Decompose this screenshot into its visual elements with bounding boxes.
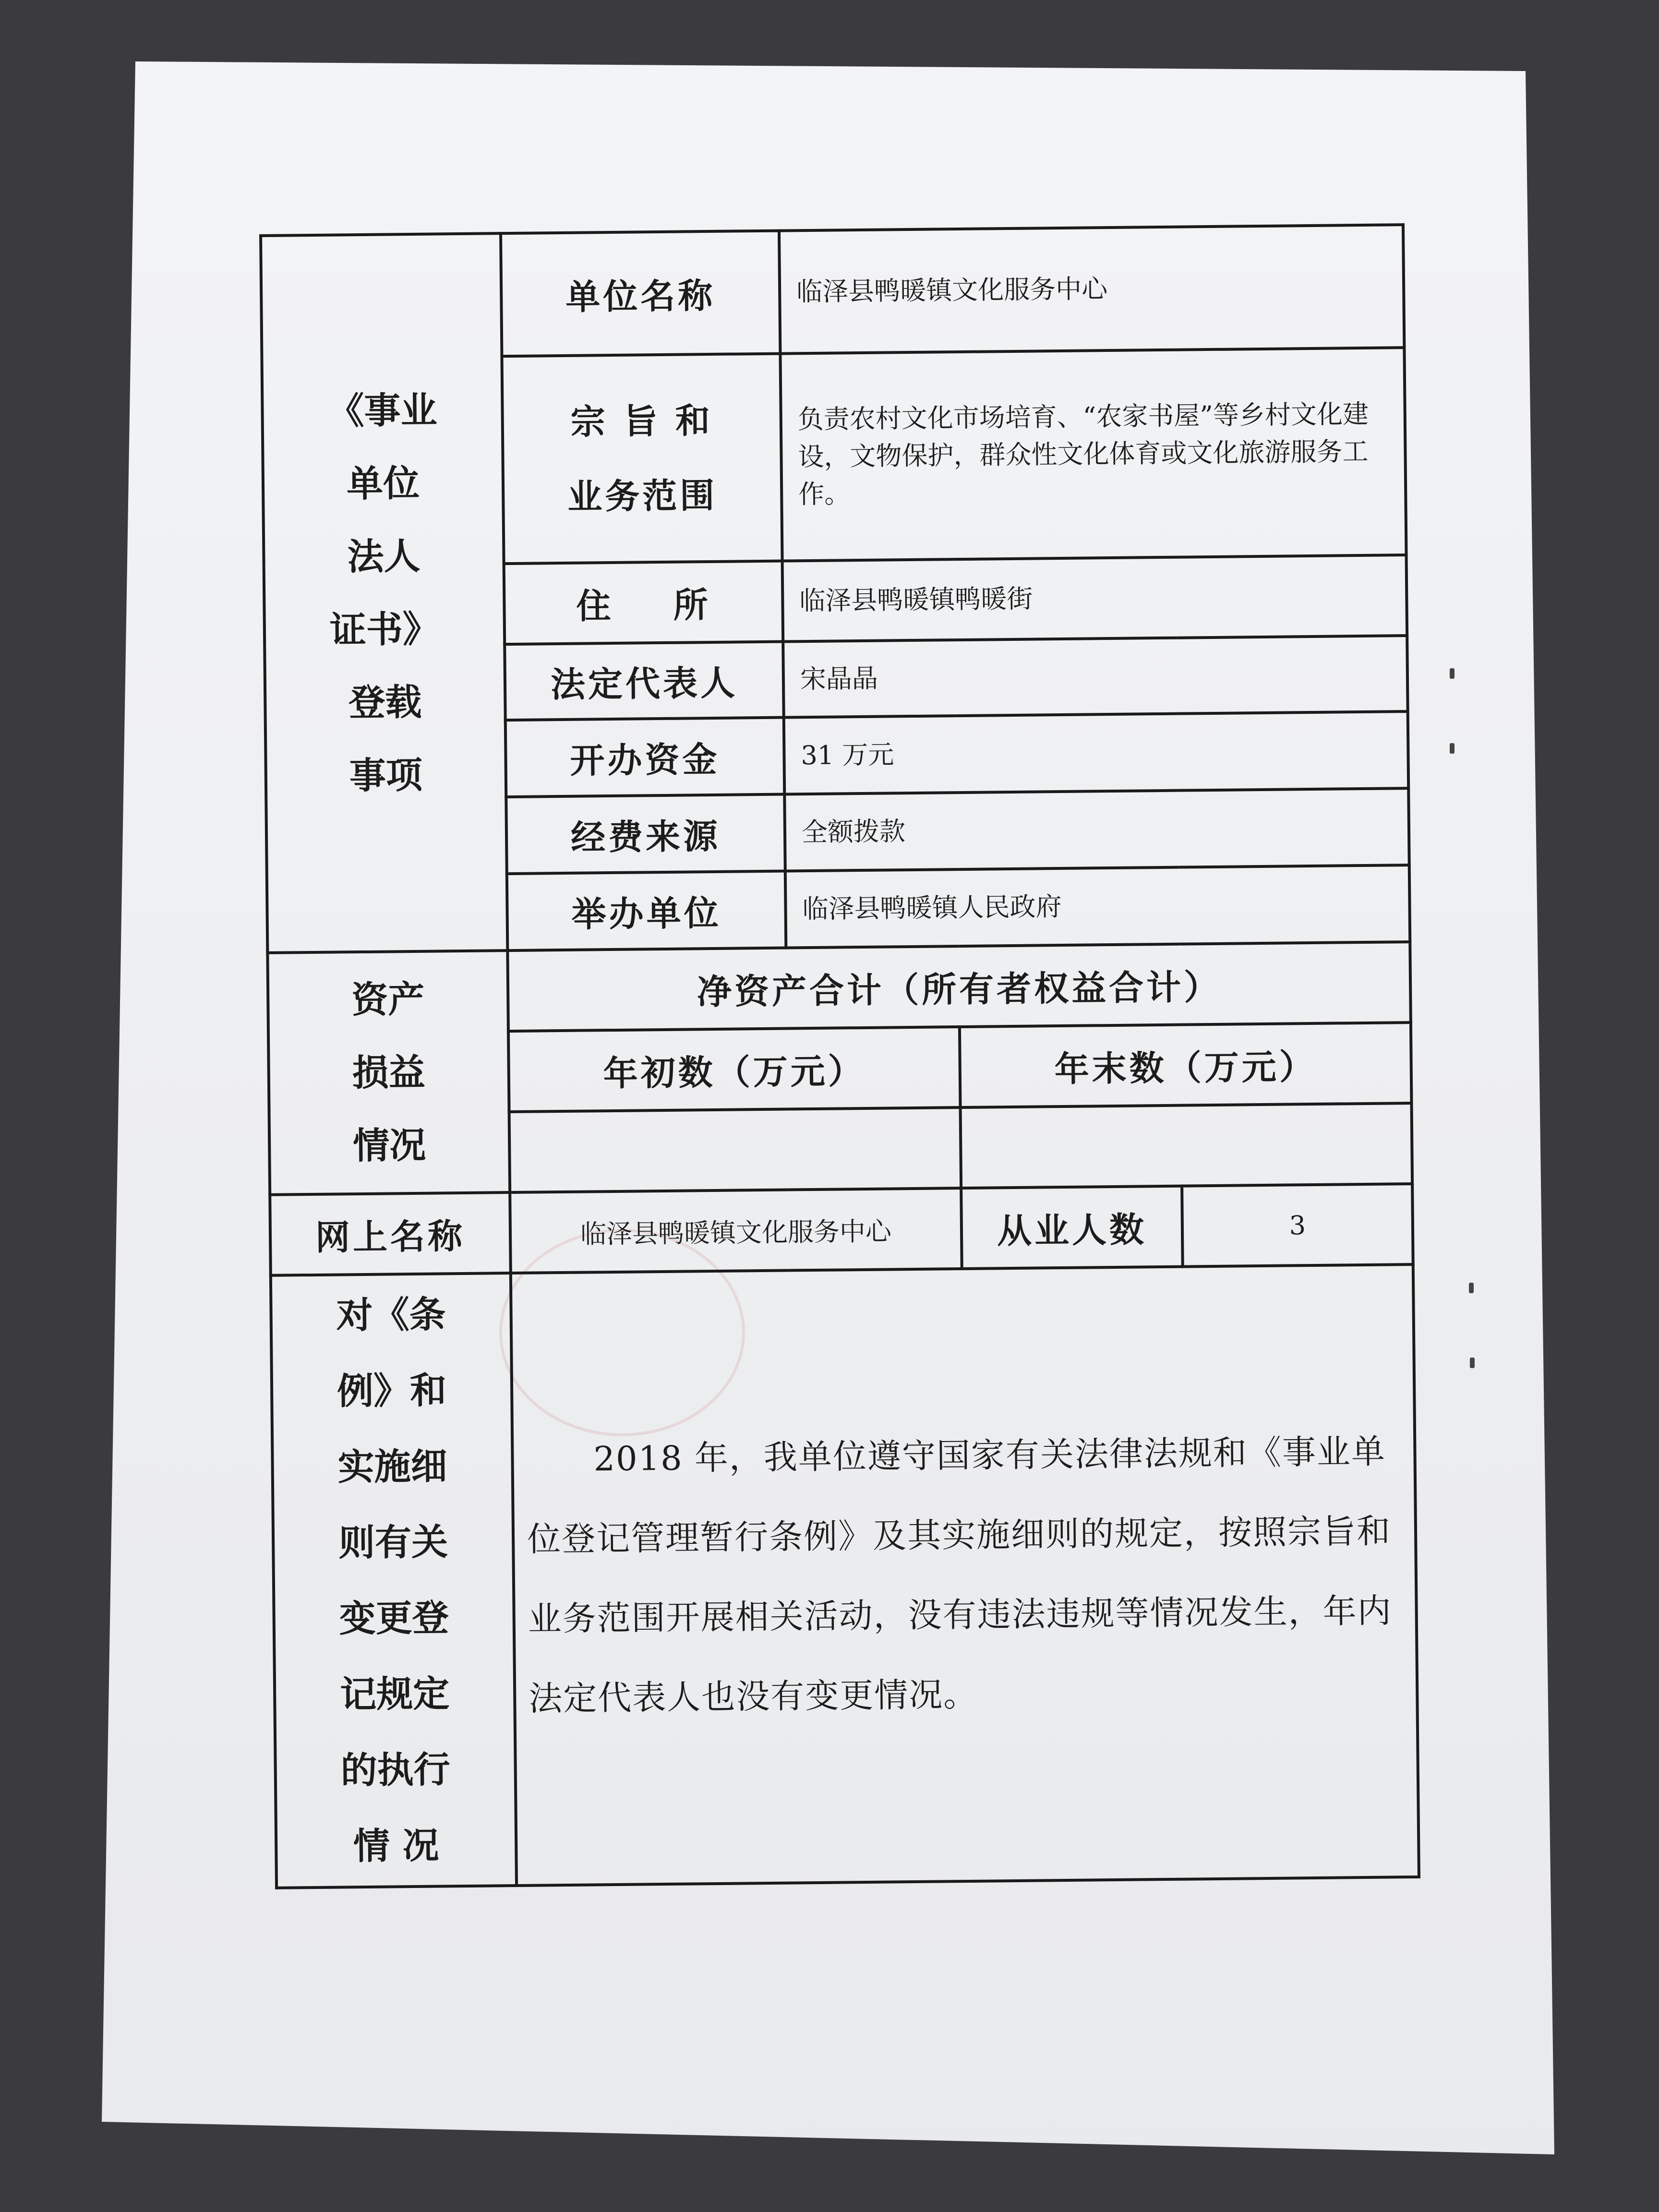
startup-capital-value: 31 万元 (784, 711, 1408, 794)
section-label-line: 《事业 (327, 388, 437, 433)
section-label-line: 实施细 (337, 1444, 448, 1489)
label-line: 宗 旨 和 (570, 399, 713, 442)
funding-source-value: 全额拨款 (784, 788, 1409, 871)
section-label-line: 单位 (346, 461, 420, 505)
form-table (259, 223, 1420, 1889)
row-net-assets-header (267, 942, 1411, 1034)
section-label-line: 对《条 (336, 1293, 446, 1337)
punch-hole (1469, 1283, 1474, 1293)
section-label-line: 登载 (348, 680, 422, 724)
year-begin-value (509, 1107, 962, 1192)
staff-count-label: 从业人数 (961, 1186, 1183, 1269)
annual-report-form (259, 223, 1420, 1889)
section-label-line: 记规定 (339, 1672, 450, 1716)
staff-count-value: 3 (1182, 1184, 1413, 1267)
certificate-items-section-label (261, 233, 507, 953)
section-label-line: 例》和 (337, 1369, 447, 1413)
legal-representative-label: 法定代表人 (505, 642, 783, 721)
purpose-scope-value: 负责农村文化市场培育、“农家书屋”等乡村文化建设，文物保护，群众性文化体育或文化旅游服务工作。 (780, 348, 1406, 561)
online-name-label: 网上名称 (270, 1192, 511, 1275)
sponsor-unit-value: 临泽县鸭暖镇人民政府 (785, 865, 1410, 948)
section-label-line: 损益 (352, 1050, 426, 1094)
section-label-line: 法人 (347, 534, 421, 578)
execution-statement: 2018 年，我单位遵守国家有关法律法规和《事业单位登记管理暂行条例》及其实施细则的规定，按照宗旨和业务范围开展相关活动，没有违法违规等情况发生，年内法定代表人也没有变更情况。 (511, 1264, 1419, 1886)
year-end-header: 年末数（万元） (960, 1022, 1412, 1107)
funding-source-label: 经费来源 (506, 794, 785, 874)
punch-hole (1450, 743, 1455, 754)
section-label-line: 的执行 (340, 1748, 451, 1792)
section-label-line: 情 况 (353, 1824, 439, 1868)
purpose-scope-label (502, 354, 782, 564)
section-label-line: 事项 (349, 753, 423, 797)
row-execution (271, 1264, 1419, 1888)
section-label-line: 情况 (352, 1123, 426, 1167)
online-name-value: 临泽县鸭暖镇文化服务中心 (510, 1188, 962, 1273)
unit-name-label: 单位名称 (501, 231, 780, 357)
year-begin-header: 年初数（万元） (508, 1027, 961, 1112)
address-value: 临泽县鸭暖镇鸭暖街 (782, 555, 1407, 641)
label-line: 业务范围 (567, 474, 718, 517)
year-end-value (961, 1103, 1413, 1188)
section-label-line: 则有关 (338, 1520, 448, 1564)
sponsor-unit-label: 举办单位 (507, 871, 786, 951)
execution-section-label (271, 1273, 517, 1888)
row-unit-name (261, 225, 1404, 359)
net-assets-header: 净资产合计（所有者权益合计） (507, 942, 1411, 1031)
unit-name-value: 临泽县鸭暖镇文化服务中心 (779, 225, 1404, 353)
section-label-line: 证书》 (329, 607, 440, 651)
row-online-name (270, 1184, 1413, 1275)
address-label: 住 所 (504, 561, 783, 645)
punch-hole (1470, 1358, 1475, 1368)
legal-representative-value: 宋晶晶 (783, 636, 1407, 717)
section-label-line: 资产 (351, 977, 425, 1022)
punch-hole (1450, 668, 1455, 679)
section-label-line: 变更登 (339, 1596, 449, 1640)
startup-capital-label: 开办资金 (505, 718, 785, 797)
assets-section-label (267, 950, 510, 1195)
